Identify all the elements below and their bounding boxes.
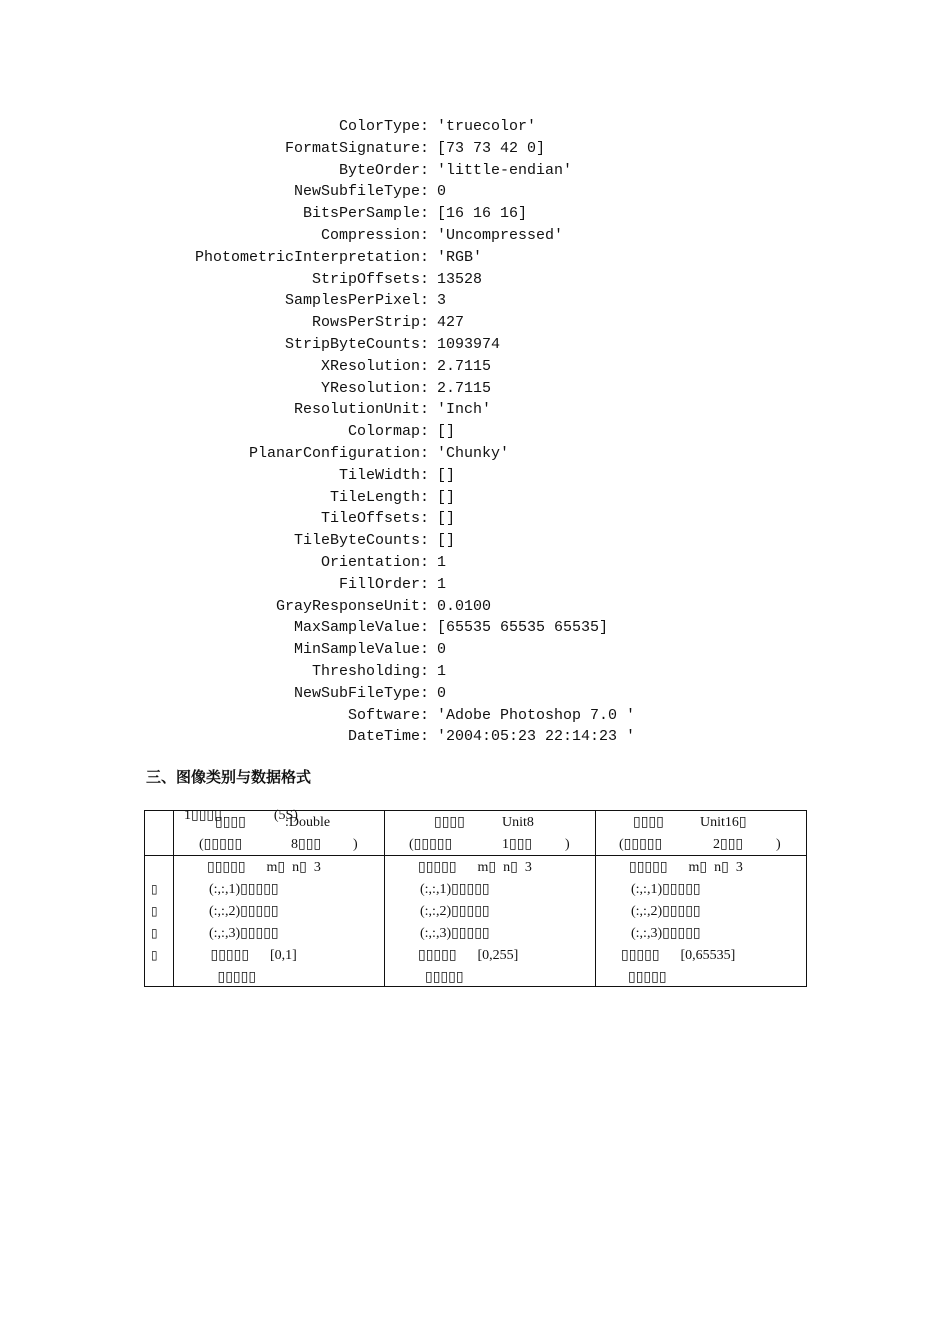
info-value: [16 16 16] [437, 205, 528, 223]
body-double-line: (:,:,3)▯▯▯▯▯ [209, 926, 279, 941]
info-value: '2004:05:23 22:14:23 ' [437, 728, 636, 746]
info-value: 2.7115 [437, 379, 492, 397]
info-value: 1 [437, 662, 447, 680]
info-row [0, 399, 950, 421]
info-value: 'RGB' [437, 248, 483, 266]
header-double-label: ▯▯▯▯ [215, 815, 246, 830]
info-key: ResolutionUnit: [293, 401, 429, 419]
info-key: NewSubFileType: [293, 684, 429, 702]
info-value: 427 [437, 314, 465, 332]
info-row [0, 421, 950, 443]
header-double-close: ) [353, 837, 358, 852]
info-key: ByteOrder: [338, 161, 429, 179]
body-double-line: (:,:,2)▯▯▯▯▯ [209, 904, 279, 919]
body-double-line: ▯▯▯▯▯ m▯ n▯ 3 [207, 860, 321, 875]
body-unit16-line: (:,:,2)▯▯▯▯▯ [631, 904, 701, 919]
header-double-size-label: (▯▯▯▯▯ [199, 837, 243, 852]
table-divider [595, 811, 596, 986]
header-unit8-size: 1▯▯▯ [502, 837, 533, 852]
info-row [0, 705, 950, 727]
info-row [0, 596, 950, 618]
info-value: 0 [437, 684, 447, 702]
info-row [0, 617, 950, 639]
info-value: 13528 [437, 270, 483, 288]
info-key: BitsPerSample: [302, 205, 429, 223]
body-double-line: ▯▯▯▯▯ [207, 970, 257, 985]
body-unit8-line: ▯▯▯▯▯ m▯ n▯ 3 [418, 860, 532, 875]
table-header-divider [145, 855, 806, 856]
body-unit8-line: (:,:,1)▯▯▯▯▯ [420, 882, 490, 897]
info-value: [65535 65535 65535] [437, 619, 609, 637]
header-double-type: :Double [285, 815, 331, 830]
info-row [0, 160, 950, 182]
body-unit8-line: ▯▯▯▯▯ [0,255] [418, 948, 519, 963]
body-unit16-line: ▯▯▯▯▯ [0,65535] [621, 948, 736, 963]
info-key: SamplesPerPixel: [284, 292, 429, 310]
info-row [0, 726, 950, 748]
body-double-line: ▯▯▯▯▯ [0,1] [207, 948, 297, 963]
info-value: 'Adobe Photoshop 7.0 ' [437, 706, 636, 724]
info-row [0, 181, 950, 203]
info-value: [] [437, 510, 456, 528]
table-divider [173, 811, 174, 986]
side-glyph: ▯ [151, 948, 158, 962]
info-row [0, 312, 950, 334]
header-unit8-type: Unit8 [502, 815, 534, 830]
info-value: [] [437, 488, 456, 506]
info-key: StripByteCounts: [284, 335, 429, 353]
info-row [0, 138, 950, 160]
info-row [0, 443, 950, 465]
info-row [0, 661, 950, 683]
info-key: TileWidth: [338, 466, 429, 484]
info-value: 'Inch' [437, 401, 492, 419]
info-key: Orientation: [320, 553, 429, 571]
info-value: 1 [437, 553, 447, 571]
info-value: [] [437, 532, 456, 550]
info-key: ColorType: [338, 118, 429, 135]
info-key: Colormap: [347, 423, 429, 441]
info-row [0, 508, 950, 530]
tiff-info-listing [0, 116, 950, 748]
info-row [0, 290, 950, 312]
info-key: RowsPerStrip: [311, 314, 429, 332]
body-unit16-line: (:,:,3)▯▯▯▯▯ [631, 926, 701, 941]
info-key: Compression: [320, 226, 429, 244]
info-key: XResolution: [320, 357, 429, 375]
side-glyph: ▯ [151, 882, 158, 896]
header-unit8-close: ) [565, 837, 570, 852]
info-key: PlanarConfiguration: [248, 444, 429, 462]
body-double-line: (:,:,1)▯▯▯▯▯ [209, 882, 279, 897]
info-key: NewSubfileType: [293, 183, 429, 201]
body-unit16-line: ▯▯▯▯▯ m▯ n▯ 3 [629, 860, 743, 875]
info-key: TileLength: [329, 488, 429, 506]
info-row [0, 683, 950, 705]
info-key: TileOffsets: [320, 510, 429, 528]
section-heading: 三、图像类别与数据格式 [146, 768, 312, 786]
info-value: 1 [437, 575, 447, 593]
info-value: 0.0100 [437, 597, 492, 615]
info-row [0, 639, 950, 661]
info-row [0, 378, 950, 400]
info-value: [73 73 42 0] [437, 139, 546, 157]
info-key: PhotometricInterpretation: [194, 248, 429, 266]
info-key: FormatSignature: [284, 139, 429, 157]
header-unit16-size-label: (▯▯▯▯▯ [619, 837, 663, 852]
header-unit16-label: ▯▯▯▯ [633, 815, 664, 830]
info-key: TileByteCounts: [293, 532, 429, 550]
info-row [0, 530, 950, 552]
info-value: [] [437, 466, 456, 484]
info-value: 2.7115 [437, 357, 492, 375]
info-row [0, 552, 950, 574]
image-format-table [144, 810, 807, 987]
info-row [0, 116, 950, 138]
info-key: GrayResponseUnit: [275, 597, 429, 615]
info-row [0, 225, 950, 247]
body-unit8-line: (:,:,3)▯▯▯▯▯ [420, 926, 490, 941]
info-value: 'Uncompressed' [437, 226, 564, 244]
info-key: MaxSampleValue: [293, 619, 429, 637]
info-row [0, 269, 950, 291]
info-value: [] [437, 423, 456, 441]
side-glyph: ▯ [151, 904, 158, 918]
body-unit16-line: (:,:,1)▯▯▯▯▯ [631, 882, 701, 897]
header-unit8-size-label: (▯▯▯▯▯ [409, 837, 453, 852]
info-value: 'Chunky' [437, 444, 510, 462]
header-unit16-size: 2▯▯▯ [713, 837, 744, 852]
info-value: 1093974 [437, 335, 501, 353]
info-key: FillOrder: [338, 575, 429, 593]
info-row [0, 487, 950, 509]
info-key: Thresholding: [311, 662, 429, 680]
info-row [0, 334, 950, 356]
info-value: 'truecolor' [437, 118, 537, 135]
info-row [0, 247, 950, 269]
info-key: StripOffsets: [311, 270, 429, 288]
info-key: Software: [347, 706, 429, 724]
table-divider [384, 811, 385, 986]
info-row [0, 465, 950, 487]
side-glyph: ▯ [151, 926, 158, 940]
info-row [0, 203, 950, 225]
body-unit8-line: ▯▯▯▯▯ [418, 970, 464, 985]
info-value: 3 [437, 292, 447, 310]
body-unit8-line: (:,:,2)▯▯▯▯▯ [420, 904, 490, 919]
info-key: YResolution: [320, 379, 429, 397]
info-value: 0 [437, 183, 447, 201]
header-unit16-type: Unit16▯ [700, 815, 747, 830]
info-key: MinSampleValue: [293, 641, 429, 659]
header-double-size: 8▯▯▯ [291, 837, 322, 852]
table-caption-ref: (5S) [273, 808, 298, 823]
info-value: 'little-endian' [437, 161, 573, 179]
header-unit8-label: ▯▯▯▯ [434, 815, 465, 830]
table-caption-number: 1▯▯▯▯ [184, 808, 222, 823]
body-unit16-line: ▯▯▯▯▯ [621, 970, 667, 985]
info-value: 0 [437, 641, 447, 659]
info-row [0, 356, 950, 378]
info-key: DateTime: [347, 728, 429, 746]
info-row [0, 574, 950, 596]
header-unit16-close: ) [776, 837, 781, 852]
